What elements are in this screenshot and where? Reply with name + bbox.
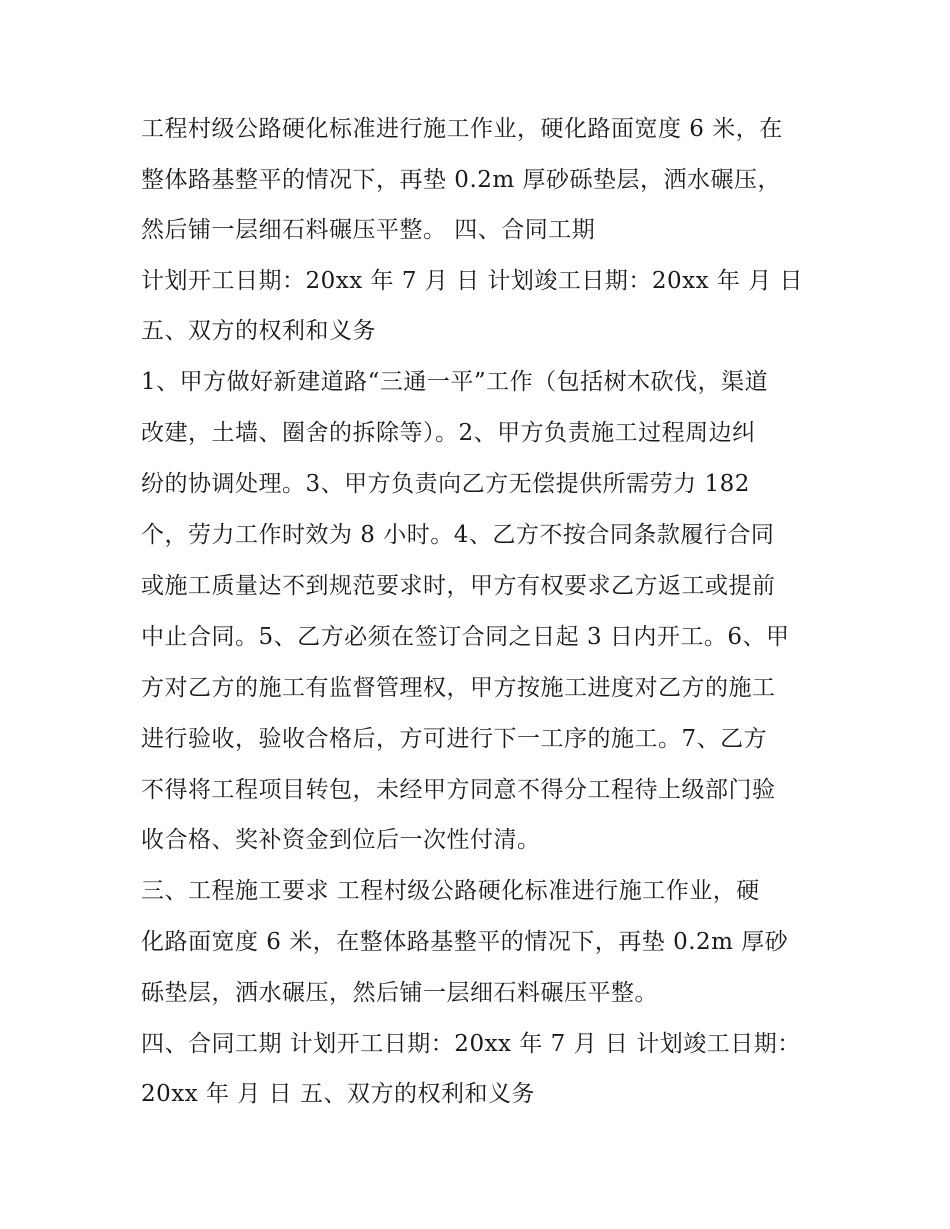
section-heading: 五、双方的权利和义务	[141, 318, 376, 344]
text-line: 计划开工日期：20xx 年 7 月 日 计划竣工日期：20xx 年 月 日	[141, 268, 804, 294]
text-line: 化路面宽度 6 米，在整体路基整平的情况下，再垫 0.2m 厚砂	[141, 929, 789, 955]
text-line: 整体路基整平的情况下，再垫 0.2m 厚砂砾垫层，洒水碾压，	[141, 167, 782, 193]
text-line: 方对乙方的施工有监督管理权，甲方按施工进度对乙方的施工	[141, 675, 776, 701]
text-line: 收合格、奖补资金到位后一次性付清。	[141, 827, 541, 853]
text-line: 中止合同。5、乙方必须在签订合同之日起 3 日内开工。6、甲	[141, 624, 790, 650]
text-line: 1、甲方做好新建道路“三通一平”工作（包括树木砍伐，渠道	[141, 369, 769, 395]
text-line: 纷的协调处理。3、甲方负责向乙方无偿提供所需劳力 182	[141, 471, 750, 497]
text-line: 个，劳力工作时效为 8 小时。4、乙方不按合同条款履行合同	[141, 522, 775, 548]
text-line: 工程村级公路硬化标准进行施工作业，硬化路面宽度 6 米，在	[141, 116, 783, 142]
text-line: 或施工质量达不到规范要求时，甲方有权要求乙方返工或提前	[141, 573, 776, 599]
text-line: 不得将工程项目转包，未经甲方同意不得分工程待上级部门验	[141, 777, 776, 803]
text-line: 20xx 年 月 日 五、双方的权利和义务	[141, 1081, 535, 1107]
text-line: 砾垫层，洒水碾压，然后铺一层细石料碾压平整。	[141, 980, 658, 1006]
text-line: 四、合同工期 计划开工日期：20xx 年 7 月 日 计划竣工日期：	[141, 1031, 801, 1057]
text-line: 进行验收，验收合格后，方可进行下一工序的施工。7、乙方	[141, 726, 768, 752]
text-line: 改建，土墙、圈舍的拆除等）。2、甲方负责施工过程周边纠	[141, 420, 756, 446]
text-line: 然后铺一层细石料碾压平整。 四、合同工期	[141, 217, 596, 243]
text-line: 三、工程施工要求 工程村级公路硬化标准进行施工作业，硬	[141, 878, 760, 904]
